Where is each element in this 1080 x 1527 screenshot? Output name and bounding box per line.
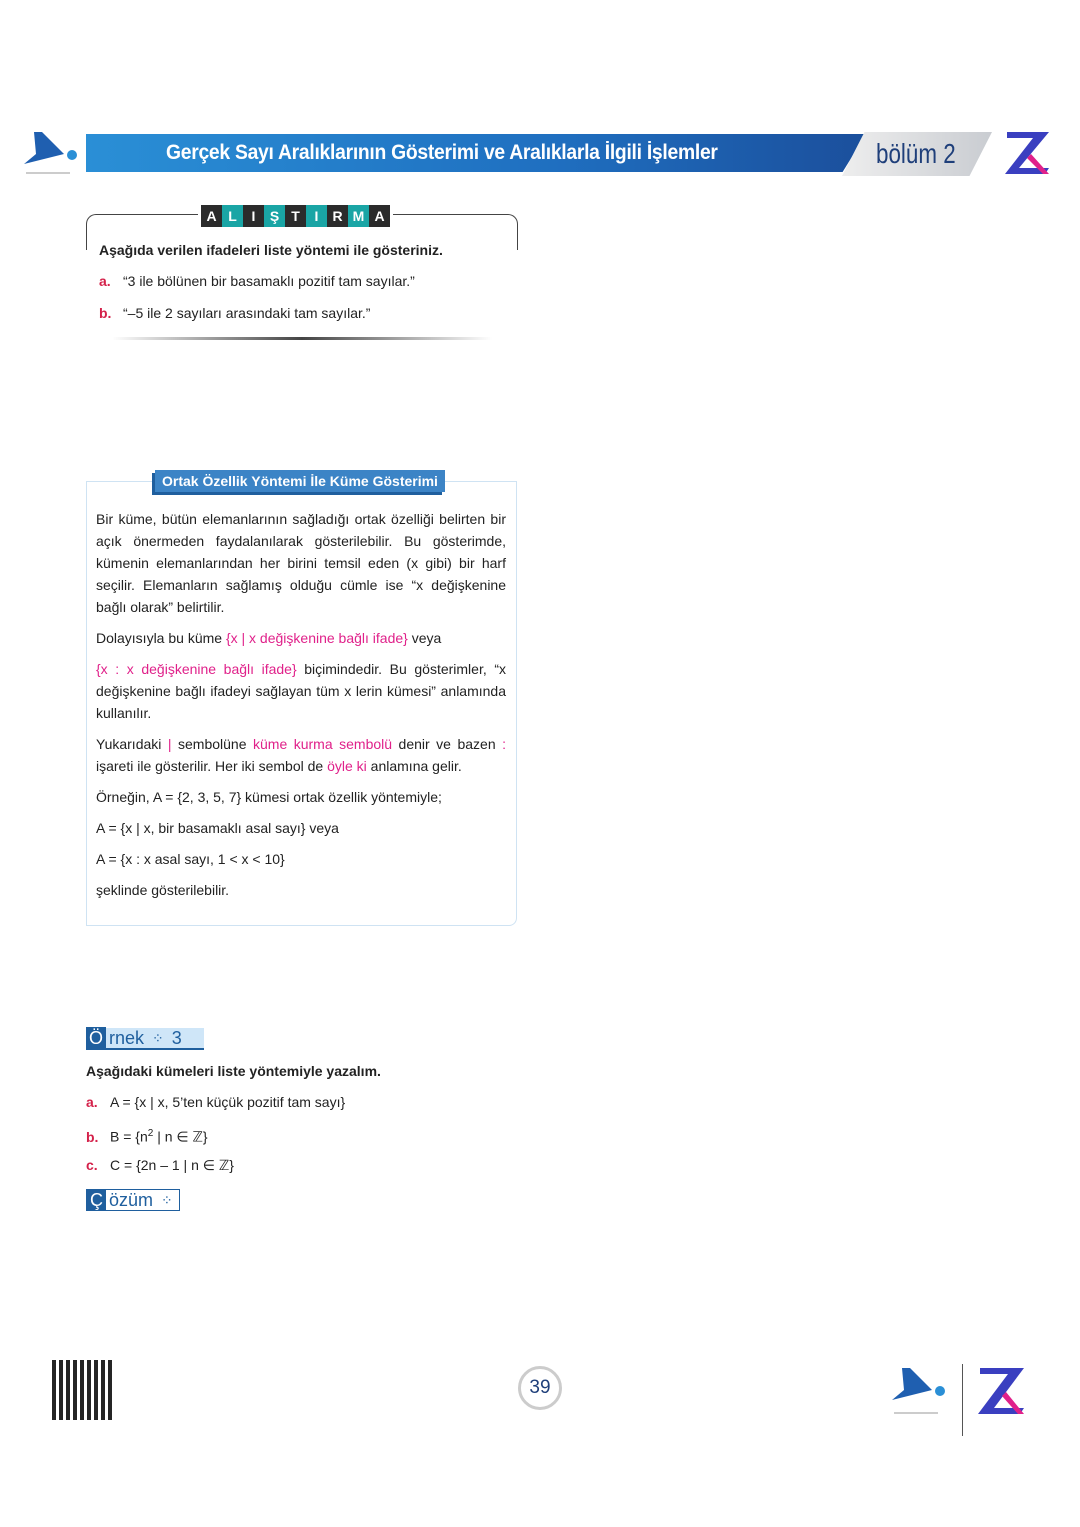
text: veya [407, 630, 442, 646]
item-label: b. [99, 305, 112, 321]
brand-z-logo-icon [1003, 128, 1053, 176]
set-notation: {x | x değişkenine bağlı ifade} [225, 630, 408, 646]
item-label: a. [86, 1094, 98, 1110]
symbol: | [167, 736, 172, 752]
badge-letter: I [306, 205, 327, 227]
paragraph [96, 627, 506, 649]
text: Dolayısıyla bu küme [96, 630, 226, 646]
symbol: : [502, 736, 506, 752]
example-item-b [86, 1124, 208, 1147]
item-label: a. [99, 273, 111, 289]
page-number: 39 [518, 1366, 562, 1410]
paragraph: şeklinde gösterilebilir. [96, 882, 230, 898]
publisher-logo-icon [888, 1364, 948, 1420]
exponent: 2 [147, 1128, 154, 1139]
example-item-c [86, 1155, 234, 1175]
info-box-title: Ortak Özellik Yöntemi İle Küme Gösterimi [155, 470, 445, 492]
paragraph [96, 733, 506, 777]
term: öyle ki [327, 758, 367, 774]
text: işareti ile gösterilir. Her iki sembol de [96, 758, 328, 774]
text: sembolüne [171, 736, 253, 752]
badge-letter: R [327, 205, 348, 227]
term: küme kurma sembolü [253, 736, 393, 752]
item-text: | n ∈ ℤ} [153, 1128, 208, 1145]
text: Yukarıdaki [96, 736, 168, 752]
heading-text: rnek [109, 1027, 145, 1048]
paragraph: Örneğin, A = {2, 3, 5, 7} kümesi ortak özellik yöntemiyle; [96, 789, 442, 805]
brand-z-logo-icon [976, 1364, 1028, 1416]
item-label: c. [86, 1157, 98, 1173]
item-text: “3 ile bölünen bir basamaklı pozitif tam sayılar.” [123, 273, 415, 289]
info-box-body [96, 508, 506, 910]
heading-cap: Ö [86, 1027, 106, 1049]
example-heading [86, 1028, 204, 1050]
badge-letter: Ş [264, 205, 285, 227]
item-label: b. [86, 1128, 99, 1145]
exercise-item-b [99, 303, 370, 323]
badge-letter: T [285, 205, 306, 227]
example-instruction: Aşağıdaki kümeleri liste yöntemiyle yazalım. [86, 1063, 381, 1079]
paragraph: A = {x : x asal sayı, 1 < x < 10} [96, 851, 285, 867]
paragraph: A = {x | x, bir basamaklı asal sayı} veya [96, 820, 339, 836]
set-notation: {x : x değişkenine bağlı ifade} [96, 661, 297, 677]
item-text: C = {2n – 1 | n ∈ ℤ} [110, 1157, 234, 1173]
exercise-item-a [99, 271, 415, 291]
example-number: 3 [171, 1027, 182, 1048]
badge-letter: A [201, 205, 222, 227]
qr-code-icon[interactable] [52, 1360, 112, 1420]
chapter-title: Gerçek Sayı Aralıklarının Gösterimi ve Aralıklarla İlgili İşlemler [166, 141, 718, 164]
section-label: bölüm 2 [876, 138, 956, 169]
exercise-badge [198, 205, 393, 227]
badge-letter: L [222, 205, 243, 227]
publisher-logo-icon [22, 130, 78, 176]
solution-heading [86, 1189, 180, 1211]
paragraph: Bir küme, bütün elemanlarının sağladığı ortak özelliği belirten bir açık önermeden faydalanılarak gösterilebilir. Bu gösterimde, kümenin elemanlarından her birini temsil eden (x gibi) bir harf seçilir. Elemanların sağlamış olduğu cümle ise “x değişkenine bağlı olarak” belirtilir. [96, 511, 506, 615]
badge-letter: I [243, 205, 264, 227]
paragraph [96, 658, 506, 724]
example-item-a [86, 1092, 345, 1112]
dots-icon: ⁘ [161, 1191, 173, 1208]
footer-divider [962, 1364, 963, 1436]
text: anlamına gelir. [366, 758, 462, 774]
exercise-instruction: Aşağıda verilen ifadeleri liste yöntemi ile gösteriniz. [99, 242, 443, 258]
text: denir ve bazen [392, 736, 503, 752]
heading-text: özüm [109, 1189, 154, 1210]
badge-letter: A [369, 205, 390, 227]
item-text: “–5 ile 2 sayıları arasındaki tam sayılar.” [123, 305, 371, 321]
dots-icon: ⁘ [152, 1029, 164, 1046]
item-text: A = {x | x, 5’ten küçük pozitif tam sayı} [110, 1094, 346, 1110]
text: biçimindedir. Bu gösterimler, “x değişkenine bağlı ifadeyi sağlayan tüm x lerin kümesi” anlamında kullanılır. [96, 661, 506, 721]
badge-letter: M [348, 205, 369, 227]
heading-cap: Ç [87, 1189, 106, 1211]
divider [112, 337, 492, 340]
item-text: B = {n [110, 1128, 148, 1145]
